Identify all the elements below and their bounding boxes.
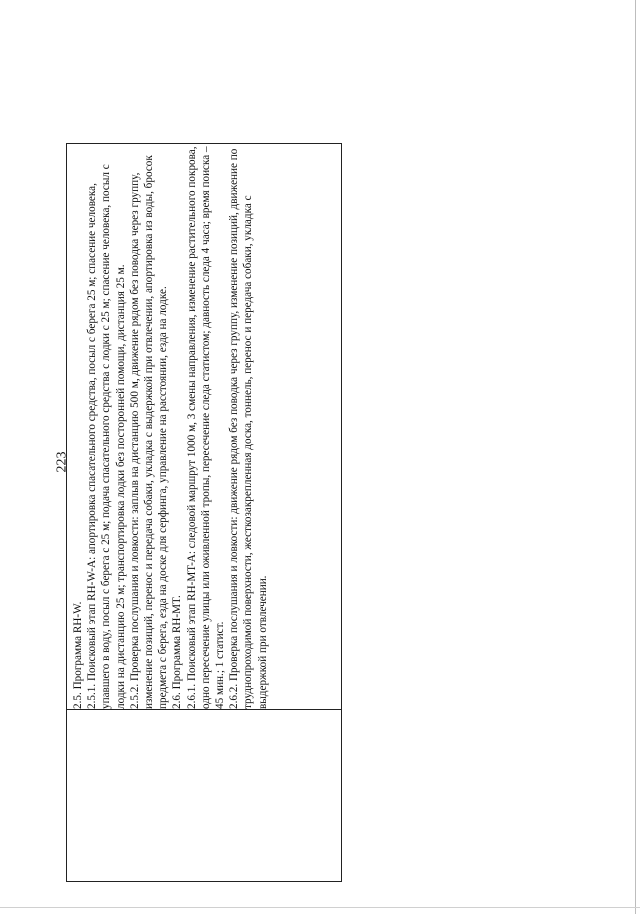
program-w-heading: 2.5. Программа RH-W. (72, 601, 84, 709)
program-mt-item-2: 2.6.2. Проверка послушания и ловкости: движение рядом без поводка через группу, изменение позиций, движение по труднопроходимой поверхности, жесткозакрепленная доска, тоннель, перенос и передача собаки, укладка с выдержкой при отвлечении. (228, 148, 269, 709)
page-number-text: 223 (54, 451, 69, 473)
scan-edge-bottom (0, 907, 640, 908)
program-mt-item-1: 2.6.1. Поисковый этап RH-MT-A: следовой маршрут 1000 м, 3 смены направления, изменение растительного покрова, одно пересечение улицы или оживленной тропы, пересечение следа статистом; давность следа 4 часа; время поиска – 45 мин.; 1 статист. (185, 146, 227, 709)
table-cell (70, 143, 340, 709)
program-w-item-1: 2.5.1. Поисковый этап RH-W-A: апортировка спасательного средства, посыл с берега 25 м; спасение человека, упавшего в воду, посыл с берега с 25 м; подача спасательного средства с лодки с 25 м; спасение человека, посыл с лодки на дистанцию 25 м; транспортировка лодки без посторонней помощи, дистанция 25 м. (86, 164, 127, 709)
scan-edge-right (635, 0, 636, 914)
table-column-divider (66, 709, 342, 710)
program-text (70, 143, 340, 709)
program-mt-heading: 2.6. Программа RH-MT. (171, 595, 184, 709)
program-w-item-2: 2.5.2. Проверка послушания и ловкости: заплыв на дистанцию 500 м, движение рядом без поводка через группу, изменение позиций, перенос и передача собаки, укладка с выдержкой при отвлечении, апортировка из воды, бросок предмета с берега, езда на доске для серфинга, управление на расстоянии, езда на лодке. (128, 155, 170, 709)
